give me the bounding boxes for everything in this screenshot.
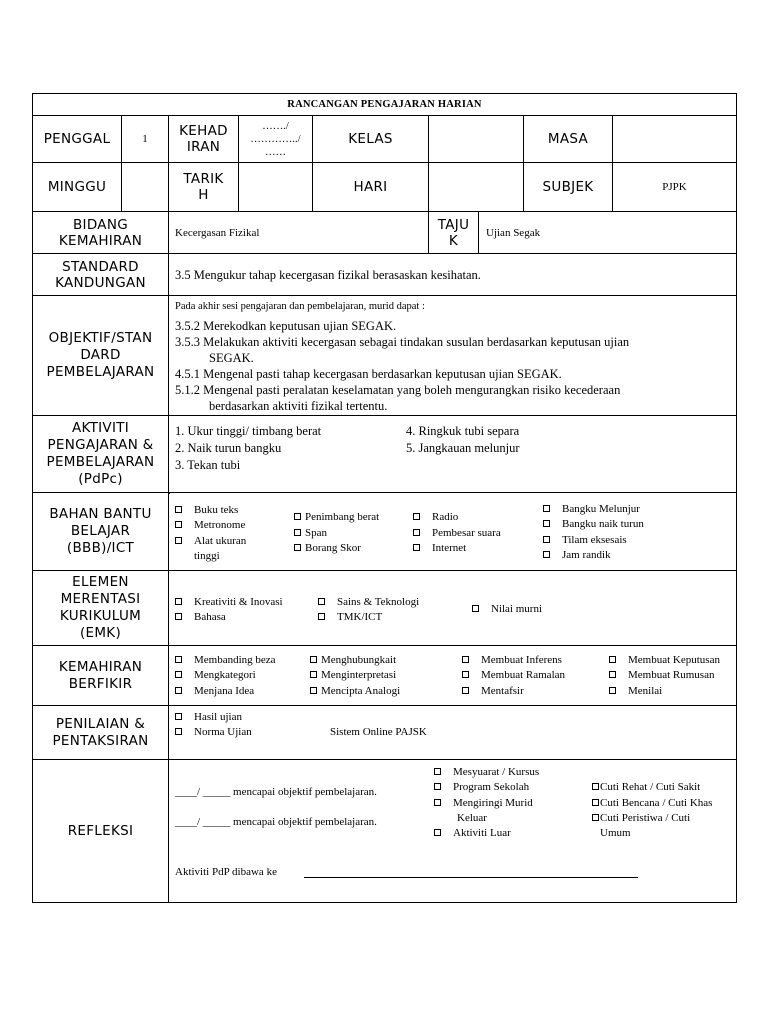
checkbox-icon: [175, 687, 182, 694]
checkbox-icon: [592, 814, 599, 821]
checkbox-icon: [543, 551, 550, 558]
standard-label: STANDARD KANDUNGAN: [33, 254, 169, 295]
kehadiran-label: KEHAD IRAN: [169, 116, 239, 162]
checkbox-icon: [175, 728, 182, 735]
tajuk-value[interactable]: Ujian Segak: [486, 226, 541, 239]
penilaian-note: Sistem Online PAJSK: [330, 726, 427, 738]
aktiviti-item: 4. Ringkuk tubi separa: [406, 424, 520, 438]
bbb-option[interactable]: Borang Skor: [294, 541, 361, 555]
bbb-option[interactable]: Span: [294, 526, 327, 540]
refleksi-option[interactable]: Mengiringi Murid: [434, 796, 533, 810]
kehadiran-value[interactable]: ……./ …………../ ……: [239, 116, 313, 162]
penilaian-row: [33, 706, 736, 760]
refleksi-label: REFLEKSI: [33, 760, 169, 902]
aktiviti-label: AKTIVITI PENGAJARAN & PEMBELAJARAN (PdPc): [33, 416, 169, 492]
berfikir-content: [169, 646, 736, 705]
objektif-line: SEGAK.: [209, 351, 254, 365]
tajuk-label: TAJU K: [429, 212, 479, 253]
checkbox-icon: [609, 687, 616, 694]
refleksi-option-cont: Keluar: [457, 812, 487, 824]
bbb-option[interactable]: Penimbang berat: [294, 510, 379, 524]
berfikir-option[interactable]: Menilai: [609, 684, 662, 698]
checkbox-icon: [175, 506, 182, 513]
tarikh-label: TARIK H: [169, 163, 239, 211]
masa-label: MASA: [524, 116, 613, 162]
objektif-content[interactable]: [169, 296, 736, 415]
berfikir-option[interactable]: Membuat Rumusan: [609, 668, 714, 682]
emk-option[interactable]: Sains & Teknologi: [318, 595, 419, 609]
objektif-line: berdasarkan aktiviti fizikal tertentu.: [209, 399, 388, 413]
checkbox-icon: [318, 613, 325, 620]
refleksi-dibawa-field[interactable]: [304, 877, 638, 878]
checkbox-icon: [462, 671, 469, 678]
refleksi-leave-option[interactable]: Cuti Bencana / Cuti Khas: [592, 796, 712, 810]
checkbox-icon: [175, 598, 182, 605]
form-title: RANCANGAN PENGAJARAN HARIAN: [287, 99, 482, 110]
emk-option[interactable]: Kreativiti & Inovasi: [175, 595, 283, 609]
berfikir-option[interactable]: Mencipta Analogi: [310, 684, 400, 698]
checkbox-icon: [175, 713, 182, 720]
refleksi-achievement-line[interactable]: ____/ _____ mencapai objektif pembelajaran.: [175, 816, 377, 828]
checkbox-icon: [462, 656, 469, 663]
standard-row: [33, 254, 736, 296]
refleksi-row: [33, 760, 736, 902]
refleksi-content: [169, 760, 736, 902]
hari-label: HARI: [313, 163, 429, 211]
bbb-option[interactable]: Radio: [413, 510, 458, 524]
bidang-row: [33, 212, 736, 254]
checkbox-icon: [434, 829, 441, 836]
emk-content: [169, 571, 736, 645]
checkbox-icon: [294, 513, 301, 520]
penggal-label: PENGGAL: [33, 116, 122, 162]
aktiviti-item: 5. Jangkauan melunjur: [406, 441, 520, 455]
aktiviti-row: [33, 416, 736, 493]
checkbox-icon: [175, 613, 182, 620]
objektif-line: 3.5.3 Melakukan aktiviti kecergasan sebagai tindakan susulan berdasarkan keputusan ujian: [175, 335, 630, 349]
objektif-label: OBJEKTIF/STAN DARD PEMBELAJARAN: [33, 296, 169, 415]
refleksi-option[interactable]: Aktiviti Luar: [434, 826, 511, 840]
berfikir-row: [33, 646, 736, 706]
checkbox-icon: [310, 671, 317, 678]
objektif-row: [33, 296, 736, 416]
checkbox-icon: [413, 529, 420, 536]
checkbox-icon: [434, 768, 441, 775]
bidang-value[interactable]: Kecergasan Fizikal: [169, 212, 429, 253]
header-row-minggu: [33, 163, 736, 212]
minggu-label: MINGGU: [33, 163, 122, 211]
masa-value[interactable]: [613, 116, 736, 162]
bbb-option[interactable]: Pembesar suara: [413, 526, 501, 540]
kelas-label: KELAS: [313, 116, 429, 162]
objektif-line: 3.5.2 Merekodkan keputusan ujian SEGAK.: [175, 319, 397, 333]
penilaian-option[interactable]: Hasil ujian: [175, 710, 242, 724]
objektif-line: 5.1.2 Mengenal pasti peralatan keselamatan yang boleh mengurangkan risiko kecederaan: [175, 383, 621, 397]
berfikir-option[interactable]: Membuat Inferens: [462, 653, 562, 667]
checkbox-icon: [543, 520, 550, 527]
checkbox-icon: [472, 605, 479, 612]
bidang-label: BIDANG KEMAHIRAN: [33, 212, 169, 253]
aktiviti-item: 3. Tekan tubi: [175, 458, 241, 472]
aktiviti-content[interactable]: [169, 416, 736, 492]
hari-value[interactable]: [429, 163, 524, 211]
refleksi-leave-option-cont: Umum: [600, 827, 631, 839]
checkbox-icon: [592, 799, 599, 806]
berfikir-option[interactable]: Mengkategori: [175, 668, 256, 682]
refleksi-option[interactable]: Mesyuarat / Kursus: [434, 765, 539, 779]
penggal-value[interactable]: 1: [122, 116, 169, 162]
bbb-option[interactable]: Internet: [413, 541, 466, 555]
bbb-option[interactable]: Bangku naik turun: [543, 517, 644, 531]
bbb-option[interactable]: Buku teks: [175, 503, 238, 517]
aktiviti-item: 1. Ukur tinggi/ timbang berat: [175, 424, 322, 438]
refleksi-dibawa-label: Aktiviti PdP dibawa ke: [175, 866, 277, 878]
refleksi-option[interactable]: Program Sekolah: [434, 780, 529, 794]
checkbox-icon: [434, 799, 441, 806]
checkbox-icon: [434, 783, 441, 790]
emk-row: [33, 571, 736, 646]
checkbox-icon: [462, 687, 469, 694]
bbb-label: BAHAN BANTU BELAJAR (BBB)/ICT: [33, 493, 169, 570]
checkbox-icon: [175, 537, 182, 544]
emk-label: ELEMEN MERENTASI KURIKULUM (EMK): [33, 571, 169, 645]
minggu-value[interactable]: [122, 163, 169, 211]
subjek-value[interactable]: PJPK: [662, 181, 687, 193]
standard-value[interactable]: 3.5 Mengukur tahap kecergasan fizikal berasaskan kesihatan.: [175, 267, 481, 282]
header-row-penggal: [33, 116, 736, 163]
berfikir-option[interactable]: Menginterpretasi: [310, 668, 396, 682]
objektif-line: 4.5.1 Mengenal pasti tahap kecergasan berdasarkan keputusan ujian SEGAK.: [175, 367, 562, 381]
berfikir-option[interactable]: Membanding beza: [175, 653, 276, 667]
bbb-option[interactable]: Metronome: [175, 518, 245, 532]
checkbox-icon: [294, 529, 301, 536]
bbb-row: [33, 493, 736, 571]
berfikir-option[interactable]: Mentafsir: [462, 684, 524, 698]
checkbox-icon: [413, 544, 420, 551]
bbb-option[interactable]: Tilam eksesais: [543, 533, 627, 547]
checkbox-icon: [175, 521, 182, 528]
checkbox-icon: [543, 536, 550, 543]
berfikir-option[interactable]: Membuat Ramalan: [462, 668, 565, 682]
lesson-plan-form: [32, 93, 737, 903]
objektif-intro: Pada akhir sesi pengajaran dan pembelajaran, murid dapat :: [175, 301, 425, 312]
checkbox-icon: [543, 505, 550, 512]
bbb-option[interactable]: Jam randik: [543, 548, 611, 562]
checkbox-icon: [175, 671, 182, 678]
form-title-row: [33, 94, 736, 116]
tarikh-value[interactable]: [239, 163, 313, 211]
subjek-label: SUBJEK: [524, 163, 613, 211]
bbb-option[interactable]: Alat ukuran: [175, 534, 246, 548]
refleksi-achievement-line[interactable]: ____/ _____ mencapai objektif pembelajaran.: [175, 786, 377, 798]
bbb-option[interactable]: Bangku Melunjur: [543, 502, 640, 516]
penilaian-label: PENILAIAN & PENTAKSIRAN: [33, 706, 169, 759]
checkbox-icon: [294, 544, 301, 551]
checkbox-icon: [318, 598, 325, 605]
berfikir-label: KEMAHIRAN BERFIKIR: [33, 646, 169, 705]
penilaian-option[interactable]: Norma Ujian: [175, 725, 252, 739]
checkbox-icon: [310, 687, 317, 694]
checkbox-icon: [413, 513, 420, 520]
bbb-option-cont: tinggi: [194, 550, 220, 562]
berfikir-option[interactable]: Membuat Keputusan: [609, 653, 720, 667]
refleksi-leave-option[interactable]: Cuti Peristiwa / Cuti: [592, 811, 690, 825]
berfikir-option[interactable]: Menghubungkait: [310, 653, 396, 667]
refleksi-leave-option[interactable]: Cuti Rehat / Cuti Sakit: [592, 780, 700, 794]
bbb-content: [169, 493, 736, 570]
checkbox-icon: [609, 671, 616, 678]
emk-option[interactable]: Nilai murni: [472, 602, 542, 616]
checkbox-icon: [175, 656, 182, 663]
penilaian-content: [169, 706, 736, 759]
aktiviti-item: 2. Naik turun bangku: [175, 441, 282, 455]
checkbox-icon: [592, 783, 599, 790]
berfikir-option[interactable]: Menjana Idea: [175, 684, 254, 698]
emk-option[interactable]: TMK/ICT: [318, 610, 382, 624]
emk-option[interactable]: Bahasa: [175, 610, 226, 624]
kelas-value[interactable]: [429, 116, 524, 162]
checkbox-icon: [310, 656, 317, 663]
checkbox-icon: [609, 656, 616, 663]
